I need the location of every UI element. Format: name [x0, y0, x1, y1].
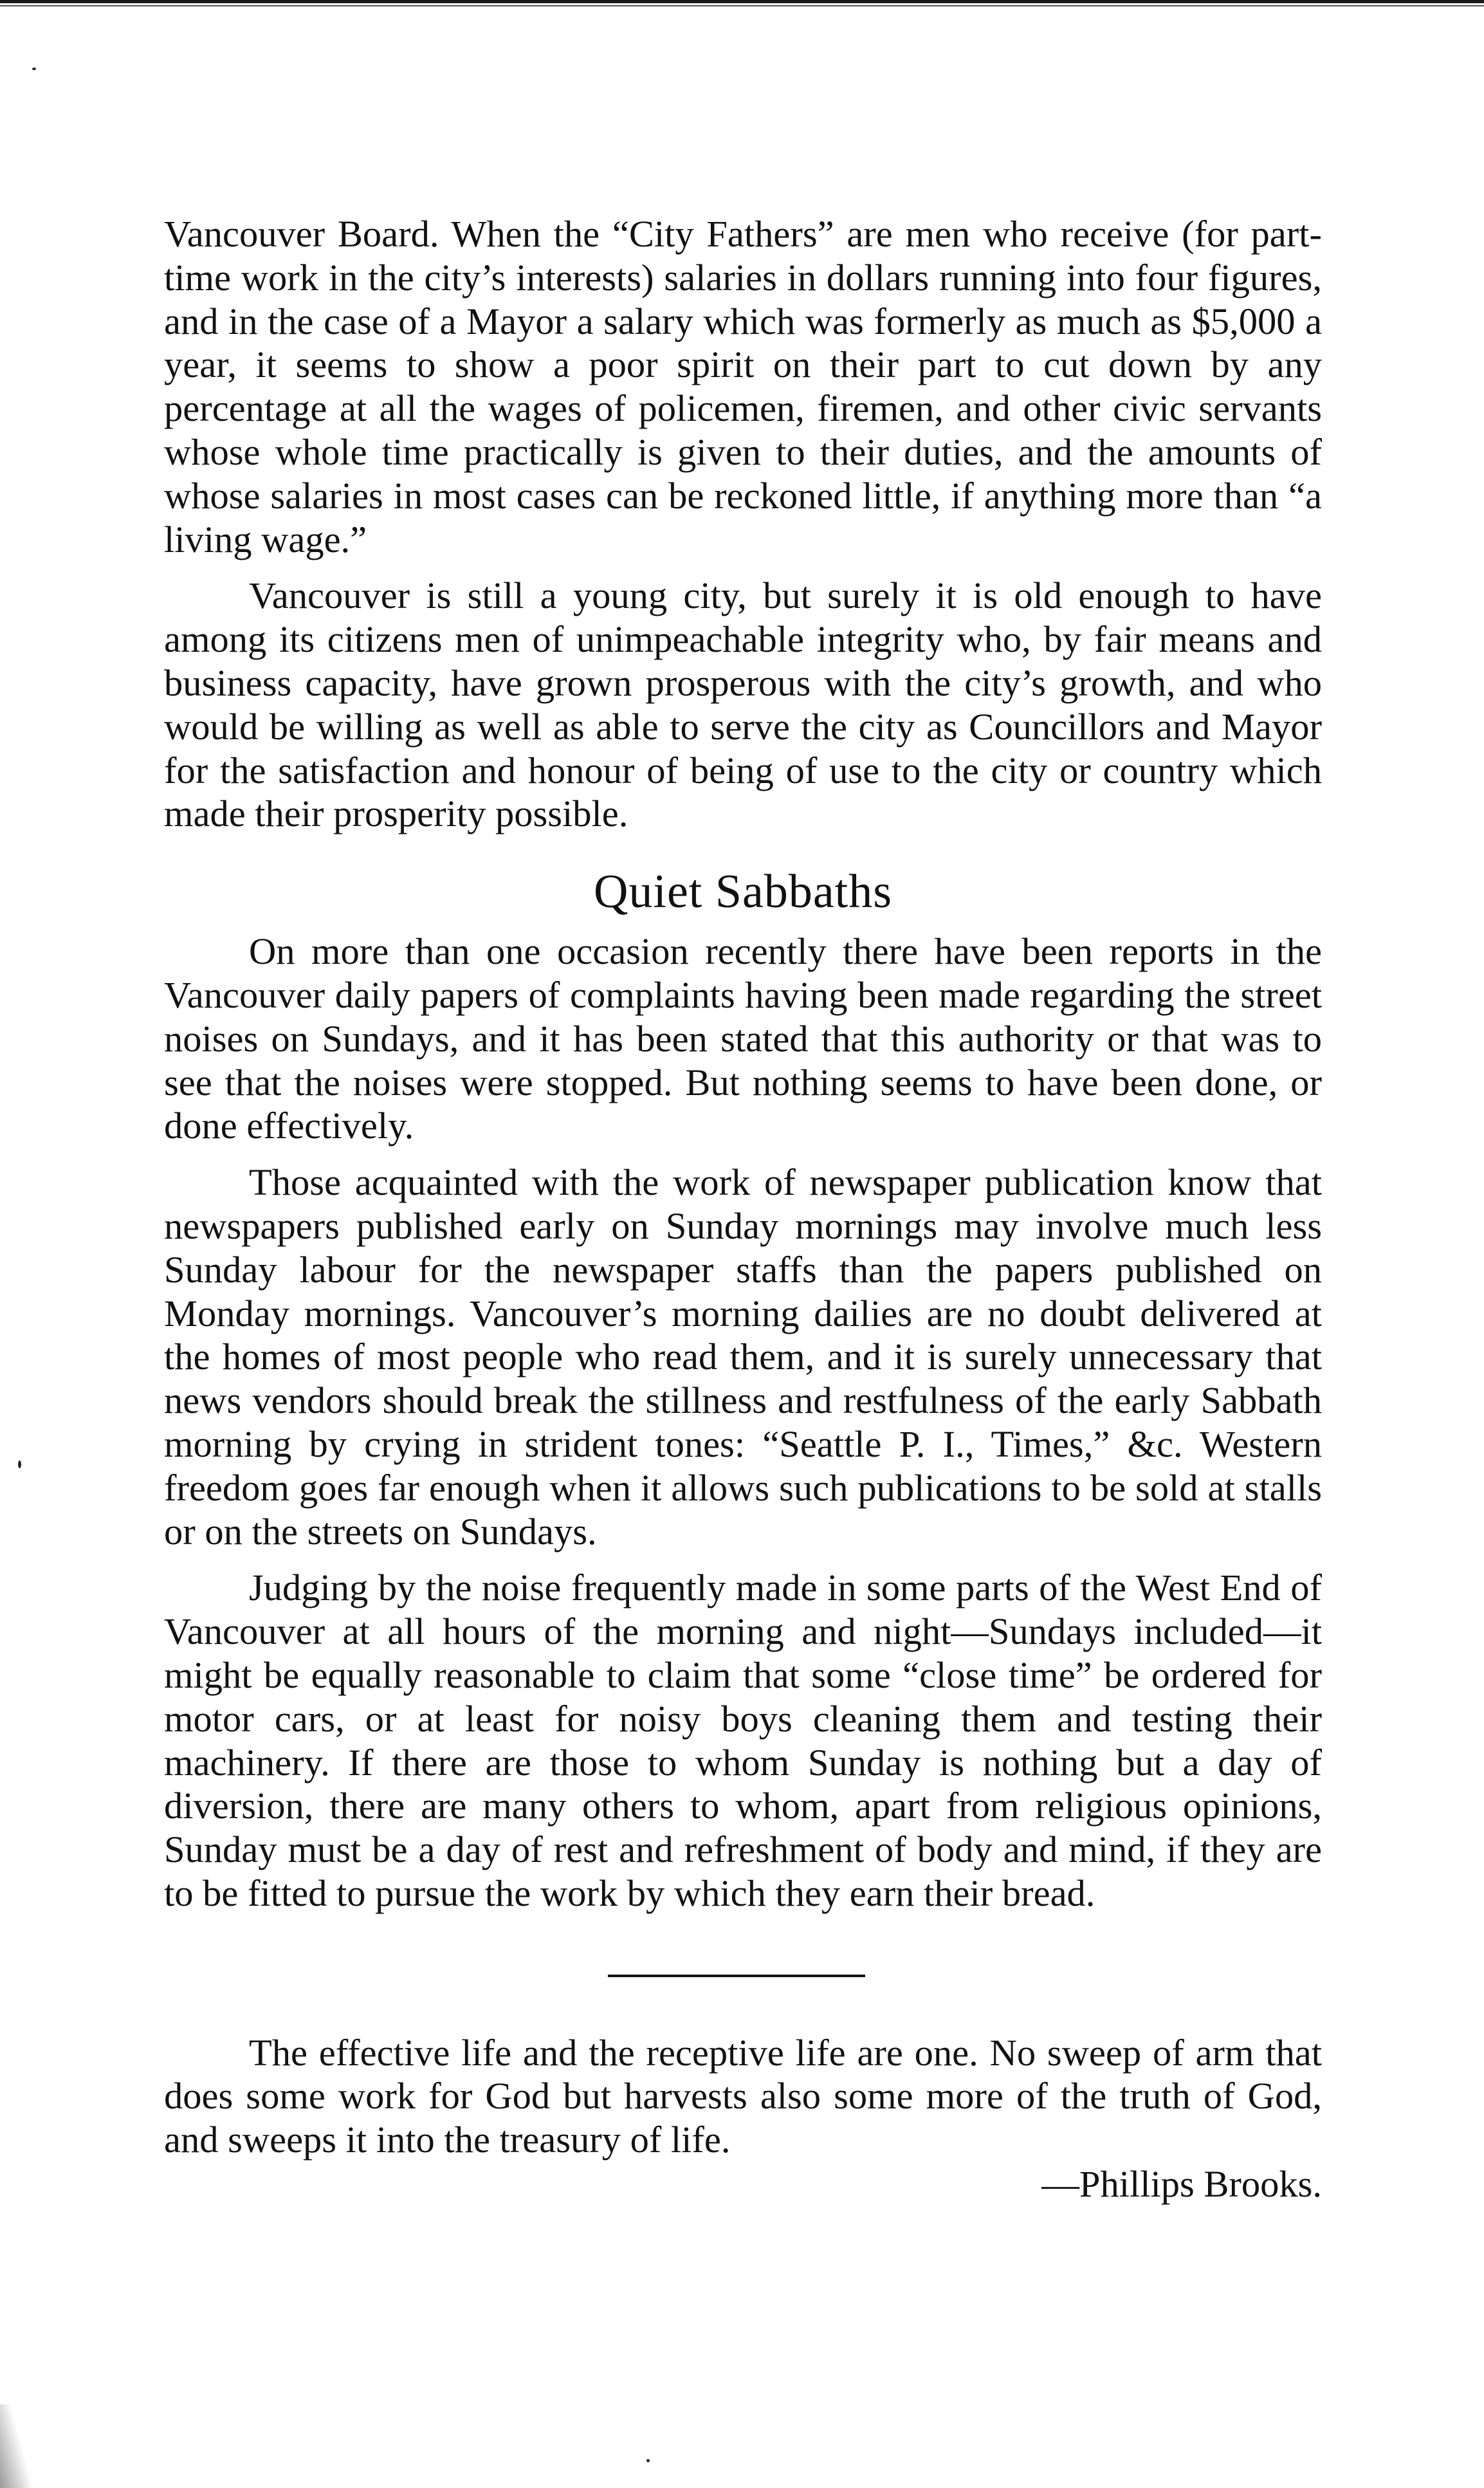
page-text-column	[164, 212, 1322, 2207]
margin-speck	[18, 1461, 21, 1468]
quotation-attribution: —Phillips Brooks.	[1041, 2163, 1322, 2206]
margin-speck	[646, 2459, 650, 2462]
section-title: Quiet Sabbaths	[593, 865, 893, 919]
quotation-text: The effective life and the receptive life are one. No sweep of arm that does some work for God but harvests also some more of the truth of God, and sweeps it into the treasury of life.	[164, 2031, 1322, 2161]
section-divider	[608, 1975, 865, 1977]
body-paragraph: Those acquainted with the work of newspaper publication know that newspapers published early on Sunday mornings may involve much less Sunday labour for the newspaper staffs than the papers published on Monday mornings. Vancouver’s morning dailies are no doubt delivered at the homes of most people who read them, and it is surely unnecessary that news vendors should break the stillness and restfulness of the early Sabbath morning by crying in strident tones: “Seattle P. I., Times,” &c. Western freedom goes far enough when it allows such publications to be sold at stalls or on the streets on Sundays.	[164, 1161, 1322, 1553]
section-divider-wrap	[164, 1915, 1322, 2031]
page-edge-mark	[0, 2404, 39, 2488]
body-paragraph: Judging by the noise frequently made in some parts of the West End of Vancouver at all hours of the morning and night—Sundays included—it might be equally reasonable to claim that some “close time” be ordered for motor cars, or at least for noisy boys cleaning them and testing their machinery. If there are those to whom Sunday is nothing but a day of diversion, there are many others to whom, apart from religious opinions, Sunday must be a day of rest and refreshment of body and mind, if they are to be fitted to pursue the work by which they earn their bread.	[164, 1567, 1322, 1914]
body-paragraph: On more than one occasion recently there have been reports in the Vancouver daily papers of complaints having been made regarding the street noises on Sundays, and it has been stated that this authority or that was to see that the noises were stopped. But nothing seems to have been done, or done effectively.	[164, 930, 1322, 1147]
body-paragraph: Vancouver Board. When the “City Fathers” are men who receive (for part-time work in the city’s interests) salaries in dollars running into four figures, and in the case of a Mayor a salary which was formerly as much as $5,000 a year, it seems to show a poor spirit on their part to cut down by any percentage at all the wages of policemen, firemen, and other civic servants whose whole time practically is given to their duties, and the amounts of whose salaries in most cases can be reckoned little, if anything more than “a living wage.”	[164, 213, 1322, 560]
body-paragraph: Vancouver is still a young city, but surely it is old enough to have among its citizens men of unimpeachable integrity who, by fair means and business capacity, have grown prosperous with the city’s growth, and who would be willing as well as able to serve the city as Councillors and Mayor for the satisfaction and honour of being of use to the city or country which made their prosperity possible.	[164, 575, 1322, 835]
top-border-rule	[0, 0, 1484, 8]
margin-speck	[32, 68, 36, 70]
